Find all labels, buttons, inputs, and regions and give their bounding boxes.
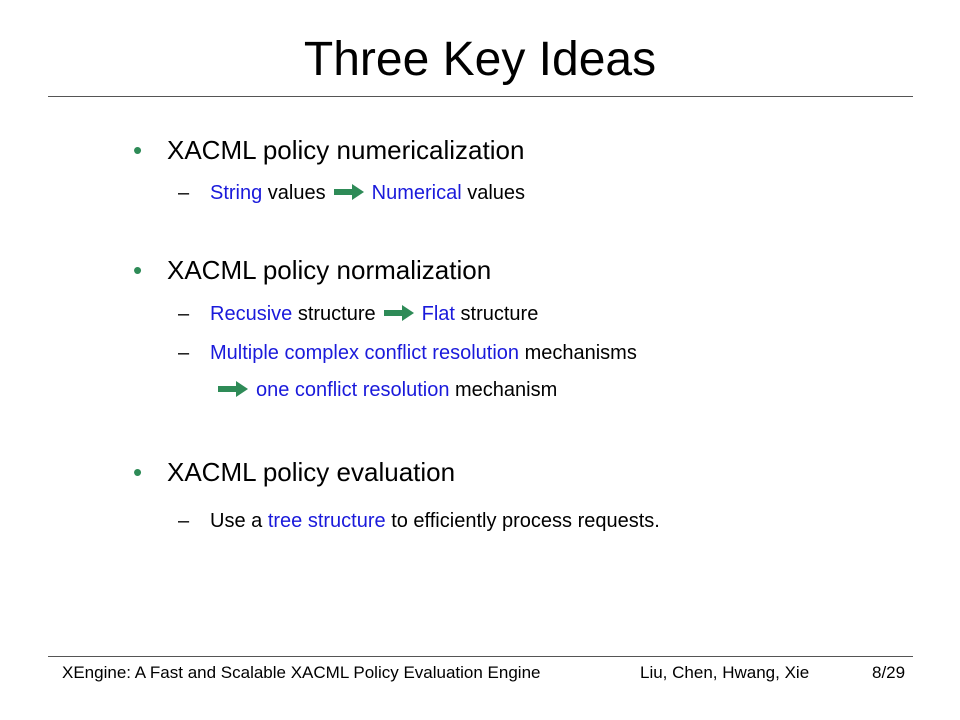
right-arrow-icon [218,377,248,405]
highlight-text: Multiple complex conflict resolution [210,342,520,364]
body-text: mechanisms [519,342,637,364]
slide-title: Three Key Ideas [303,33,657,86]
sub-item [178,179,525,208]
sub-item [178,300,538,329]
title-divider [48,96,913,97]
bullet-text: XACML policy evaluation [167,457,456,487]
body-text: values [461,182,526,204]
right-arrow-icon [334,180,364,208]
body-text: structure [454,303,539,325]
highlight-text: Numerical [371,182,462,204]
footer-divider [48,656,913,657]
bullet-dot-icon: • [133,457,143,487]
sub-item-continuation [210,376,557,405]
bullet-text: XACML policy normalization [167,255,492,285]
right-arrow-icon [384,301,414,329]
bullet-dot-icon: • [133,135,143,165]
highlight-text: one conflict resolution [256,379,450,401]
bullet-dot-icon: • [133,255,143,285]
body-text: mechanism [449,379,558,401]
dash-marker: – [178,303,190,325]
sub-item [178,507,660,535]
footer-authors: Liu, Chen, Hwang, Xie [640,663,810,682]
body-text: structure [292,303,376,325]
highlight-text: Recusive [210,303,293,325]
body-text: values [262,182,326,204]
bullet-item-2 [133,253,491,287]
body-text: to efficiently process requests. [385,510,660,532]
sub-item [178,339,637,367]
highlight-text: String [210,182,263,204]
page-number: 8/29 [872,663,906,682]
dash-marker: – [178,182,190,204]
dash-marker: – [178,342,190,364]
dash-marker: – [178,510,190,532]
highlight-text: Flat [421,303,455,325]
bullet-item-3 [133,455,455,489]
bullet-item-1 [133,133,524,167]
body-text: Use a [210,510,268,532]
footer-title: XEngine: A Fast and Scalable XACML Policy Evaluation Engine [62,663,541,682]
bullet-text: XACML policy numericalization [167,135,525,165]
highlight-text: tree structure [267,510,386,532]
